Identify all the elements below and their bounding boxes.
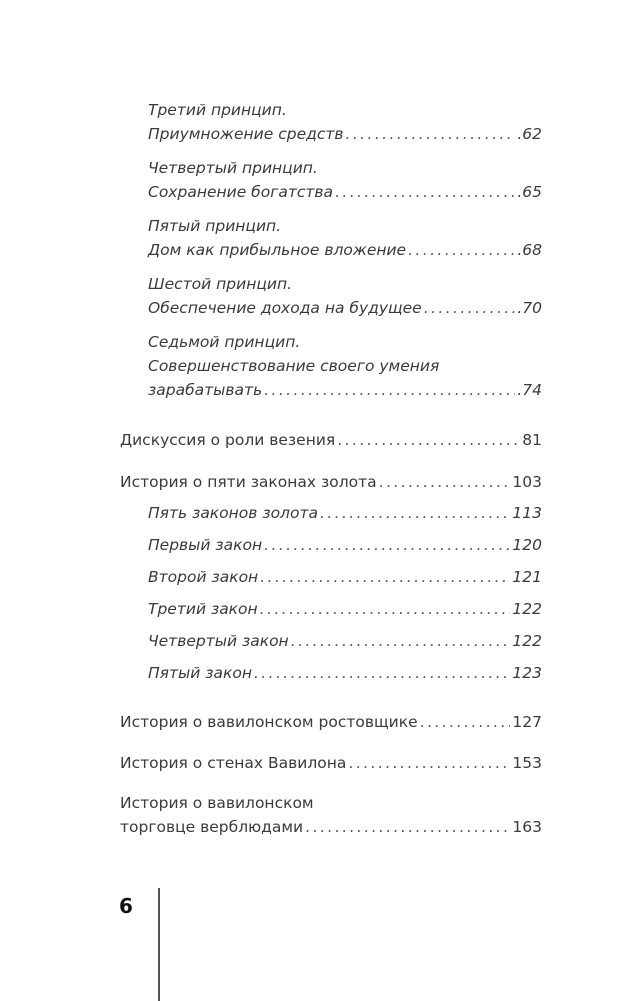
toc-entry[interactable] [120, 712, 542, 732]
toc-entry[interactable] [148, 124, 542, 144]
page-number: .74 [517, 381, 542, 399]
page-number: 163 [512, 818, 542, 836]
toc-entry-title: Обеспечение дохода на будущее [148, 299, 422, 317]
leader-dots [408, 240, 515, 260]
toc-entry-title: Приумножение средств [148, 125, 344, 143]
leader-dots [264, 535, 510, 555]
toc-entry[interactable] [148, 663, 542, 683]
toc-entry-title: Третий закон [148, 600, 258, 618]
toc-entry[interactable] [120, 472, 542, 492]
toc-entry-title: Совершенствование своего умения [148, 357, 440, 375]
folio-page-number: 6 [119, 894, 133, 918]
leader-dots [291, 631, 511, 651]
toc-entry[interactable] [148, 380, 542, 400]
page-number: 122 [512, 600, 542, 618]
toc-entry[interactable] [148, 240, 542, 260]
toc-entry-title: Дом как прибыльное вложение [148, 241, 407, 259]
page-number: .65 [517, 183, 542, 201]
leader-dots [260, 567, 510, 587]
page-number: 81 [522, 431, 542, 449]
leader-dots [254, 663, 510, 683]
toc-entry[interactable] [148, 567, 542, 587]
toc-entry-title: Второй закон [148, 568, 259, 586]
leader-dots [337, 430, 520, 450]
toc-entry-title: Пятый закон [148, 664, 252, 682]
toc-entry-title: Седьмой принцип. [148, 333, 301, 351]
toc-entry-heading [120, 793, 542, 813]
page-number: 153 [512, 754, 542, 772]
toc-entry[interactable] [148, 182, 542, 202]
leader-dots [348, 753, 510, 773]
toc-entry-title: Четвертый закон [148, 632, 289, 650]
toc-entry-heading [148, 332, 542, 352]
toc-entry-title: История о пяти законах золота [120, 473, 377, 491]
toc-entry-title: Первый закон [148, 536, 263, 554]
toc-entry-heading [148, 100, 542, 120]
toc-entry-subtitle [148, 356, 542, 376]
page-number: .68 [517, 241, 542, 259]
toc-entry-title: зарабатывать [148, 381, 263, 399]
toc-entry-title: Третий принцип. [148, 101, 287, 119]
toc-entry[interactable] [120, 753, 542, 773]
toc-entry-title: История о стенах Вавилона [120, 754, 347, 772]
page-number: 103 [512, 473, 542, 491]
toc-entry-title: Пять законов золота [148, 504, 318, 522]
page-number: 121 [512, 568, 542, 586]
leader-dots [320, 503, 510, 523]
page-number: 122 [512, 632, 542, 650]
toc-entry-title: История о вавилонском [120, 794, 314, 812]
toc-entry-title: История о вавилонском ростовщике [120, 713, 418, 731]
folio-vertical-rule [158, 888, 160, 1001]
page-number: .62 [517, 125, 542, 143]
toc-entry[interactable] [148, 298, 542, 318]
leader-dots [420, 712, 511, 732]
toc-entry[interactable] [120, 817, 542, 837]
leader-dots [335, 182, 515, 202]
toc-entry-title: Пятый принцип. [148, 217, 282, 235]
leader-dots [264, 380, 515, 400]
toc-entry-heading [148, 158, 542, 178]
page-number: 113 [512, 504, 542, 522]
toc-entry-title: Дискуссия о роли везения [120, 431, 336, 449]
leader-dots [379, 472, 511, 492]
toc-entry-title: Четвертый принцип. [148, 159, 318, 177]
leader-dots [305, 817, 510, 837]
leader-dots [260, 599, 511, 619]
toc-entry-heading [148, 274, 542, 294]
leader-dots [346, 124, 516, 144]
toc-entry-title: торговце верблюдами [120, 818, 304, 836]
toc-entry-heading [148, 216, 542, 236]
toc-entry[interactable] [148, 599, 542, 619]
toc-entry[interactable] [148, 631, 542, 651]
page-number: 127 [512, 713, 542, 731]
page-number: .70 [517, 299, 542, 317]
toc-entry-title: Шестой принцип. [148, 275, 293, 293]
toc-entry[interactable] [120, 430, 542, 450]
page-number: 120 [512, 536, 542, 554]
toc-entry[interactable] [148, 535, 542, 555]
leader-dots [424, 298, 516, 318]
page-number: 123 [512, 664, 542, 682]
toc-entry-title: Сохранение богатства [148, 183, 334, 201]
toc-entry[interactable] [148, 503, 542, 523]
